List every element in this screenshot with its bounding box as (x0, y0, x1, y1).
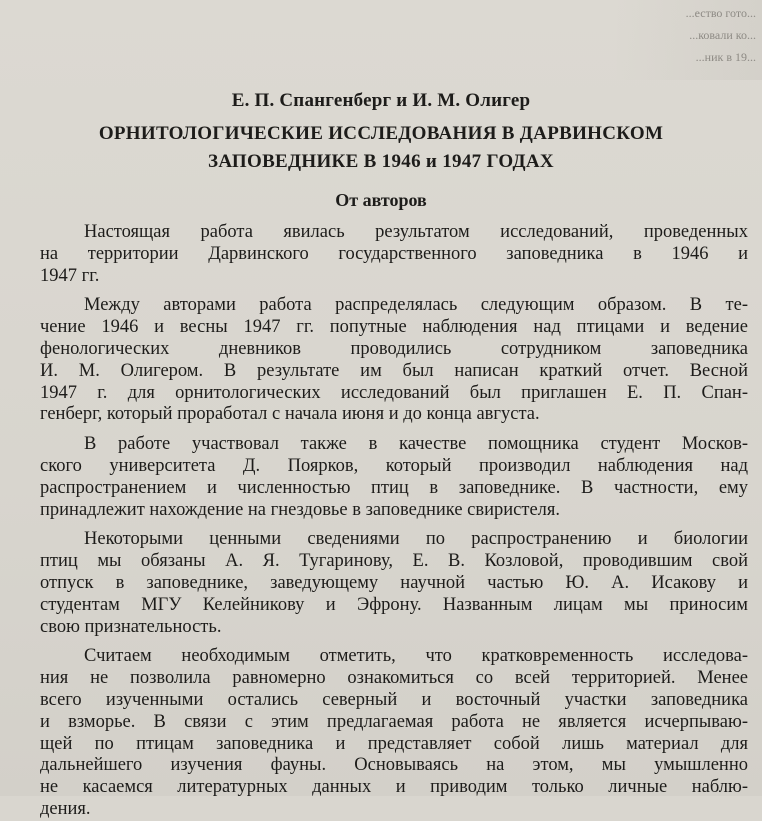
text-line: В работе участвовал также в качестве помощника студент Москов- (84, 434, 748, 455)
text-line: дальнейшего изучения фауны. Основываясь на этом, мы умышленно (40, 755, 748, 776)
title-line: ОРНИТОЛОГИЧЕСКИЕ ИССЛЕДОВАНИЯ В ДАРВИНСКОМ (98, 123, 664, 144)
text-line: и взморье. В связи с этим предлагаемая работа не является исчерпываю- (40, 711, 748, 732)
paragraph-gap (40, 521, 748, 529)
paragraph-gap (40, 426, 748, 434)
article-body (40, 222, 748, 821)
paragraph (40, 222, 748, 287)
bleed-through-text (612, 0, 762, 80)
text-line: на территории Дарвинского государственного заповедника в 1946 и (40, 243, 748, 264)
text-line: Настоящая работа явилась результатом исследований, проведенных (84, 222, 748, 242)
text-line: 1947 гг. (40, 265, 100, 286)
text-line: 1947 г. для орнитологических исследований был приглашен Е. П. Спан- (40, 382, 748, 403)
text-line: ния не позволила равномерно ознакомиться со всей территорией. Менее (40, 668, 748, 689)
paragraph-gap (40, 287, 748, 295)
text-line: дения. (40, 798, 91, 819)
section-heading: От авторов (335, 190, 427, 210)
text-line: Считаем необходимым отметить, что кратковременность исследова- (84, 646, 748, 667)
text-line: всего изученными остались северный и восточный участки заповедника (40, 689, 748, 710)
text-line: фенологических дневников проводились сотрудником заповедника (40, 338, 748, 359)
text-line: не касаемся литературных данных и приводим только личные наблю- (40, 777, 748, 798)
text-line: распространением и численностью птиц в заповеднике. В частности, ему (40, 477, 748, 498)
paragraph (40, 646, 748, 820)
text-line: генберг, который проработал с начала июня и до конца августа. (40, 404, 540, 425)
text-line: чение 1946 и весны 1947 гг. попутные наблюдения над птицами и ведение (40, 317, 748, 338)
text-line: ского университета Д. Поярков, который производил наблюдения над (40, 455, 748, 476)
text-line: отпуск в заповеднике, заведующему научной частью Ю. А. Исакову и (40, 572, 748, 593)
text-line: птиц мы обязаны А. Я. Тугаринову, Е. В. Козловой, проводившим свой (40, 551, 748, 572)
text-line: щей по птицам заповедника и представляет собой лишь материал для (40, 733, 748, 754)
bleed-line: ...ковали ко... (689, 28, 756, 42)
paragraph-gap (40, 638, 748, 646)
title-line: ЗАПОВЕДНИКЕ В 1946 и 1947 ГОДАХ (208, 151, 554, 172)
article-authors: Е. П. Спангенберг и И. М. Олигер (231, 90, 531, 111)
bleed-line: ...ник в 19... (695, 50, 756, 64)
text-line: Между авторами работа распределялась следующим образом. В те- (84, 295, 748, 316)
article-title (0, 120, 762, 176)
text-line: студентам МГУ Келейникову и Эфрону. Названным лицам мы приносим (40, 594, 748, 615)
bleed-line: ...ество гото... (685, 6, 756, 20)
paragraph (40, 434, 748, 521)
text-line: принадлежит нахождение на гнездовье в заповеднике свиристеля. (40, 499, 561, 520)
text-line: свою признательность. (40, 616, 222, 637)
text-line: Некоторыми ценными сведениями по распространению и биологии (84, 529, 748, 550)
text-line: И. М. Олигером. В результате им был написан краткий отчет. Весной (40, 360, 748, 381)
paragraph (40, 295, 748, 426)
paragraph (40, 529, 748, 638)
